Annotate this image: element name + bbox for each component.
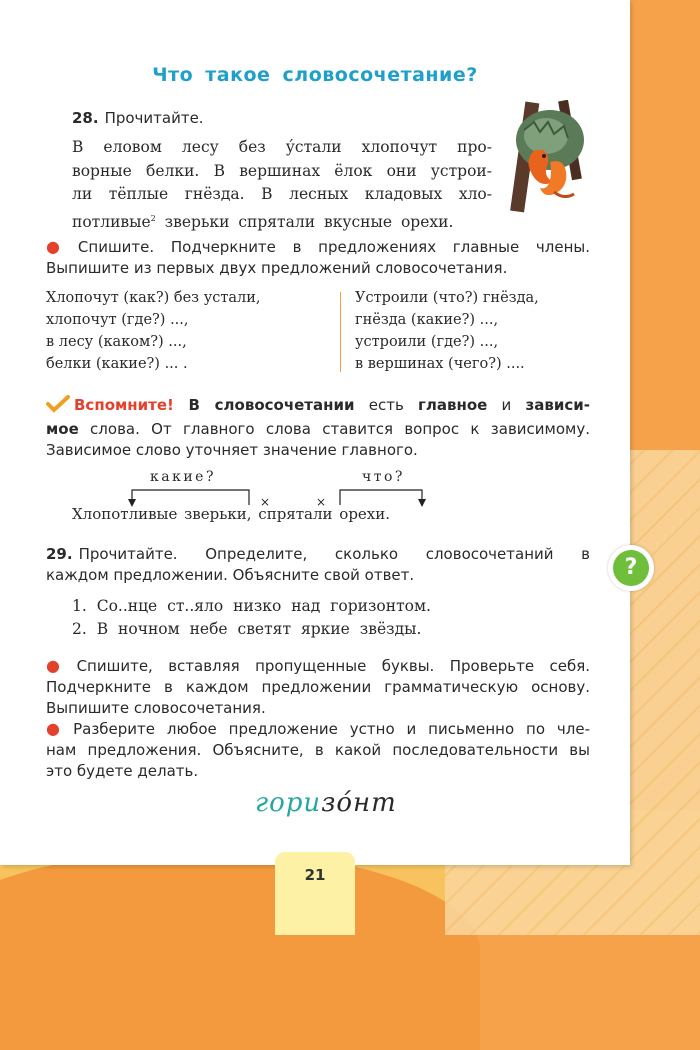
svg-text:×: × <box>260 495 271 509</box>
exercise-29-task <box>46 544 590 586</box>
question-mark-icon <box>613 550 649 586</box>
rule-line: Зависимое слово уточняет значение главного. <box>46 441 418 459</box>
exercise-instruction: Прочитайте. <box>104 109 204 127</box>
question-label: какие? <box>150 469 216 485</box>
bullet-dot-icon: ● <box>46 237 72 256</box>
task-line <box>46 236 590 258</box>
phrases-left-column <box>46 287 326 375</box>
squirrel-in-tree-illustration <box>510 100 590 215</box>
exercise-28-task <box>46 236 590 279</box>
phrases-right-column <box>355 287 590 375</box>
footnote-marker: 2 <box>150 213 156 223</box>
svg-text:×: × <box>316 495 327 509</box>
column-divider <box>340 292 341 372</box>
exercise-29-task-2 <box>46 655 590 719</box>
phrase-line: гнёзда (какие?) ..., <box>355 312 499 328</box>
logo-part: гори <box>255 788 322 818</box>
rule-bold: зависи- <box>525 396 590 414</box>
text-line: В еловом лесу без у́стали хлопочут про- <box>72 138 492 156</box>
task-line: это будете делать. <box>46 762 199 780</box>
phrase-line: Устроили (что?) гнёзда, <box>355 290 539 306</box>
exercise-28-text <box>72 136 492 234</box>
task-line: Подчеркните в каждом предложении грамматическую основу. <box>46 678 590 696</box>
phrase-line: в лесу (каком?) ..., <box>46 334 187 350</box>
page-number: 21 <box>304 866 326 884</box>
rule-text: есть <box>354 396 419 414</box>
sentence-item: 1. Со..нце ст..яло низко над горизонтом. <box>72 597 431 615</box>
exercise-number: 29. <box>46 545 73 563</box>
exercise-29-sentences <box>72 595 431 641</box>
text-fragment: зверьки спрятали вкусные орехи. <box>155 212 454 231</box>
exercise-29-task-3 <box>46 718 590 782</box>
diagram-arrows <box>60 465 480 510</box>
phrase-diagram <box>60 465 480 530</box>
page-title: Что такое словосочетание? <box>152 64 478 86</box>
rule-line <box>46 395 590 419</box>
rule-bold: главное <box>418 396 488 414</box>
task-line <box>46 655 590 677</box>
task-text: Спишите. Подчеркните в предложениях главные члены. <box>77 238 590 256</box>
remember-rule-box <box>40 395 590 461</box>
task-line: каждом предложении. Объясните свой ответ. <box>46 566 415 584</box>
page-number-tab <box>275 852 355 935</box>
text-line: ворные белки. В вершинах ёлок они устрои- <box>72 161 492 180</box>
task-line <box>46 544 590 565</box>
checkmark-icon <box>46 395 70 419</box>
help-badge[interactable] <box>608 545 654 591</box>
logo-part: зо́нт <box>321 788 397 818</box>
rule-bold: В словосочетании <box>173 396 355 414</box>
rule-text: слова. От главного слова ставится вопрос к зависимому. <box>78 420 590 438</box>
bullet-dot-icon: ● <box>46 656 71 675</box>
diagram-sentence: Хлопотливые зверьки, спрятали орехи. <box>72 505 391 523</box>
text-fragment: потливые <box>72 212 151 231</box>
text-line: ли тёплые гнёзда. В лесных кладовых хло- <box>72 185 492 203</box>
phrase-line: Хлопочут (как?) без устали, <box>46 290 261 306</box>
rule-line <box>46 419 590 440</box>
bullet-dot-icon: ● <box>46 719 68 738</box>
phrase-line: белки (какие?) ... . <box>46 356 188 372</box>
task-line: нам предложения. Объясните, в какой последовательности вы <box>46 741 590 759</box>
phrase-line: устроили (где?) ..., <box>355 334 499 350</box>
phrase-line: в вершинах (чего?) .... <box>355 356 525 372</box>
task-text: Разберите любое предложение устно и письменно по чле- <box>73 720 590 738</box>
task-text: Спишите, вставляя пропущенные буквы. Проверьте себя. <box>76 657 590 675</box>
rule-bold: мое <box>46 420 79 438</box>
help-badge-label: ? <box>624 555 638 580</box>
exercise-28-header <box>72 109 204 127</box>
rule-text: и <box>487 396 526 414</box>
exercise-number: 28. <box>72 109 99 127</box>
phrase-line: хлопочут (где?) ..., <box>46 312 189 328</box>
remember-label: Вспомните! <box>74 396 174 414</box>
task-line: Выпишите из первых двух предложений словосочетания. <box>46 259 508 277</box>
question-label: что? <box>362 469 405 485</box>
task-line: Выпишите словосочетания. <box>46 699 266 717</box>
task-text: Прочитайте. Определите, сколько словосочетаний в <box>78 545 590 563</box>
sentence-item: 2. В ночном небе светят яркие звёзды. <box>72 620 422 638</box>
text-line <box>72 207 492 235</box>
publisher-logo <box>255 788 397 818</box>
task-line <box>46 718 590 740</box>
